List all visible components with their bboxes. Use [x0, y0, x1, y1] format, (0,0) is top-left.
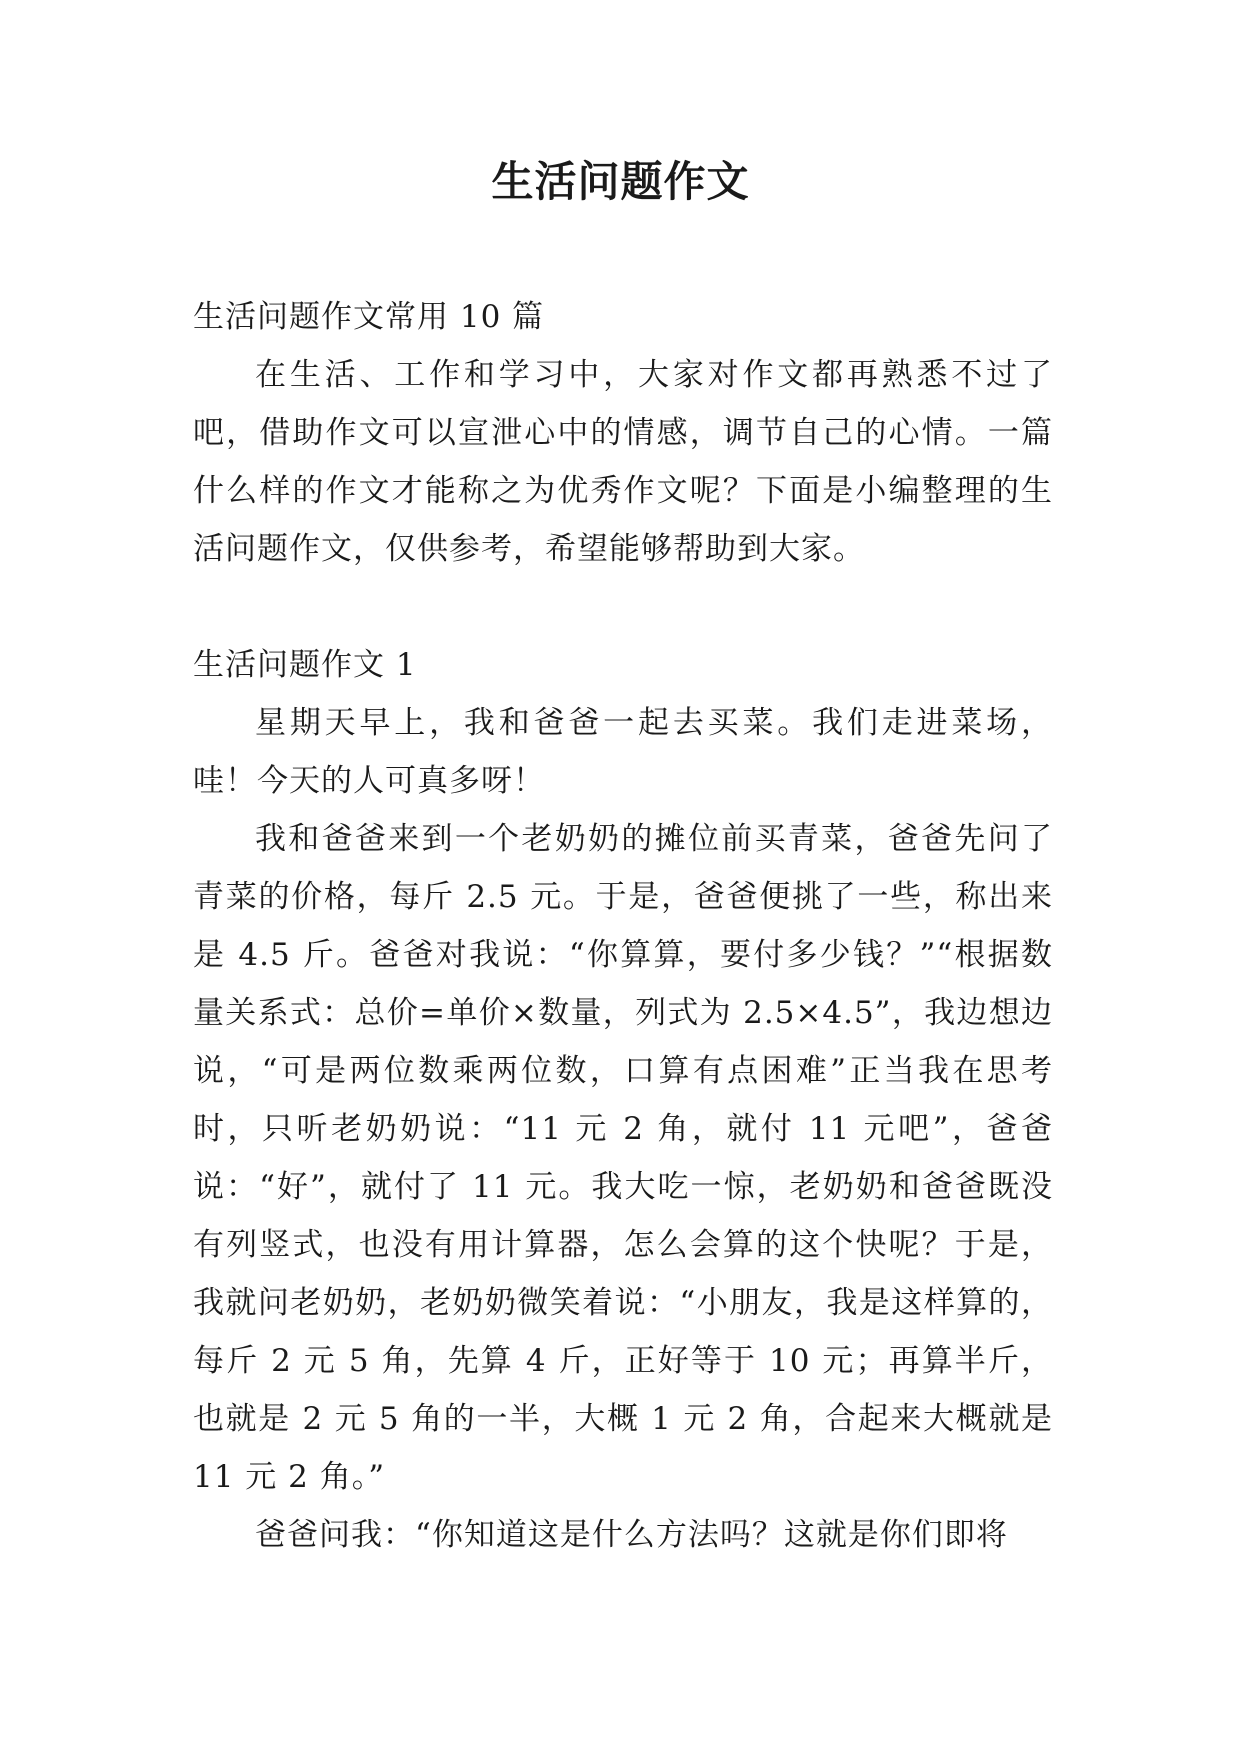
- body-paragraph-1: 星期天早上，我和爸爸一起去买菜。我们走进菜场，哇！今天的人可真多呀！: [193, 705, 1053, 799]
- section-heading: 生活问题作文 1: [193, 647, 417, 683]
- section-spacer: [193, 578, 1053, 636]
- body-paragraph-3: 爸爸问我：“你知道这是什么方法吗？这就是你们即将: [255, 1517, 1008, 1553]
- document-title: 生活问题作文: [491, 157, 750, 206]
- body-paragraph-2: 我和爸爸来到一个老奶奶的摊位前买青菜，爸爸先问了青菜的价格，每斤 2.5 元。于是，爸爸便挑了一些，称出来是 4.5 斤。爸爸对我说：“你算算，要付多少钱？”“根据数量关系式：总价=单价×数量，列式为 2.5×4.5”，我边想边说，“可是两位数乘两位数，口算有点困难”正当我在思考时，只听老奶奶说：“11 元 2 角，就付 11 元吧”，爸爸说：“好”，就付了 11 元。我大吃一惊，老奶奶和爸爸既没有列竖式，也没有用计算器，怎么会算的这个快呢？于是，我就问老奶奶，老奶奶微笑着说：“小朋友，我是这样算的，每斤 2 元 5 角，先算 4 斤，正好等于 10 元；再算半斤，也就是 2 元 5 角的一半，大概 1 元 2 角，合起来大概就是 11 元 2 角。”: [193, 821, 1053, 1495]
- intro-paragraph: 在生活、工作和学习中，大家对作文都再熟悉不过了吧，借助作文可以宣泄心中的情感，调节自己的心情。一篇什么样的作文才能称之为优秀作文呢？下面是小编整理的生活问题作文，仅供参考，希望能够帮助到大家。: [193, 357, 1053, 567]
- subtitle: 生活问题作文常用 10 篇: [193, 299, 545, 335]
- document-body: [193, 288, 1053, 1564]
